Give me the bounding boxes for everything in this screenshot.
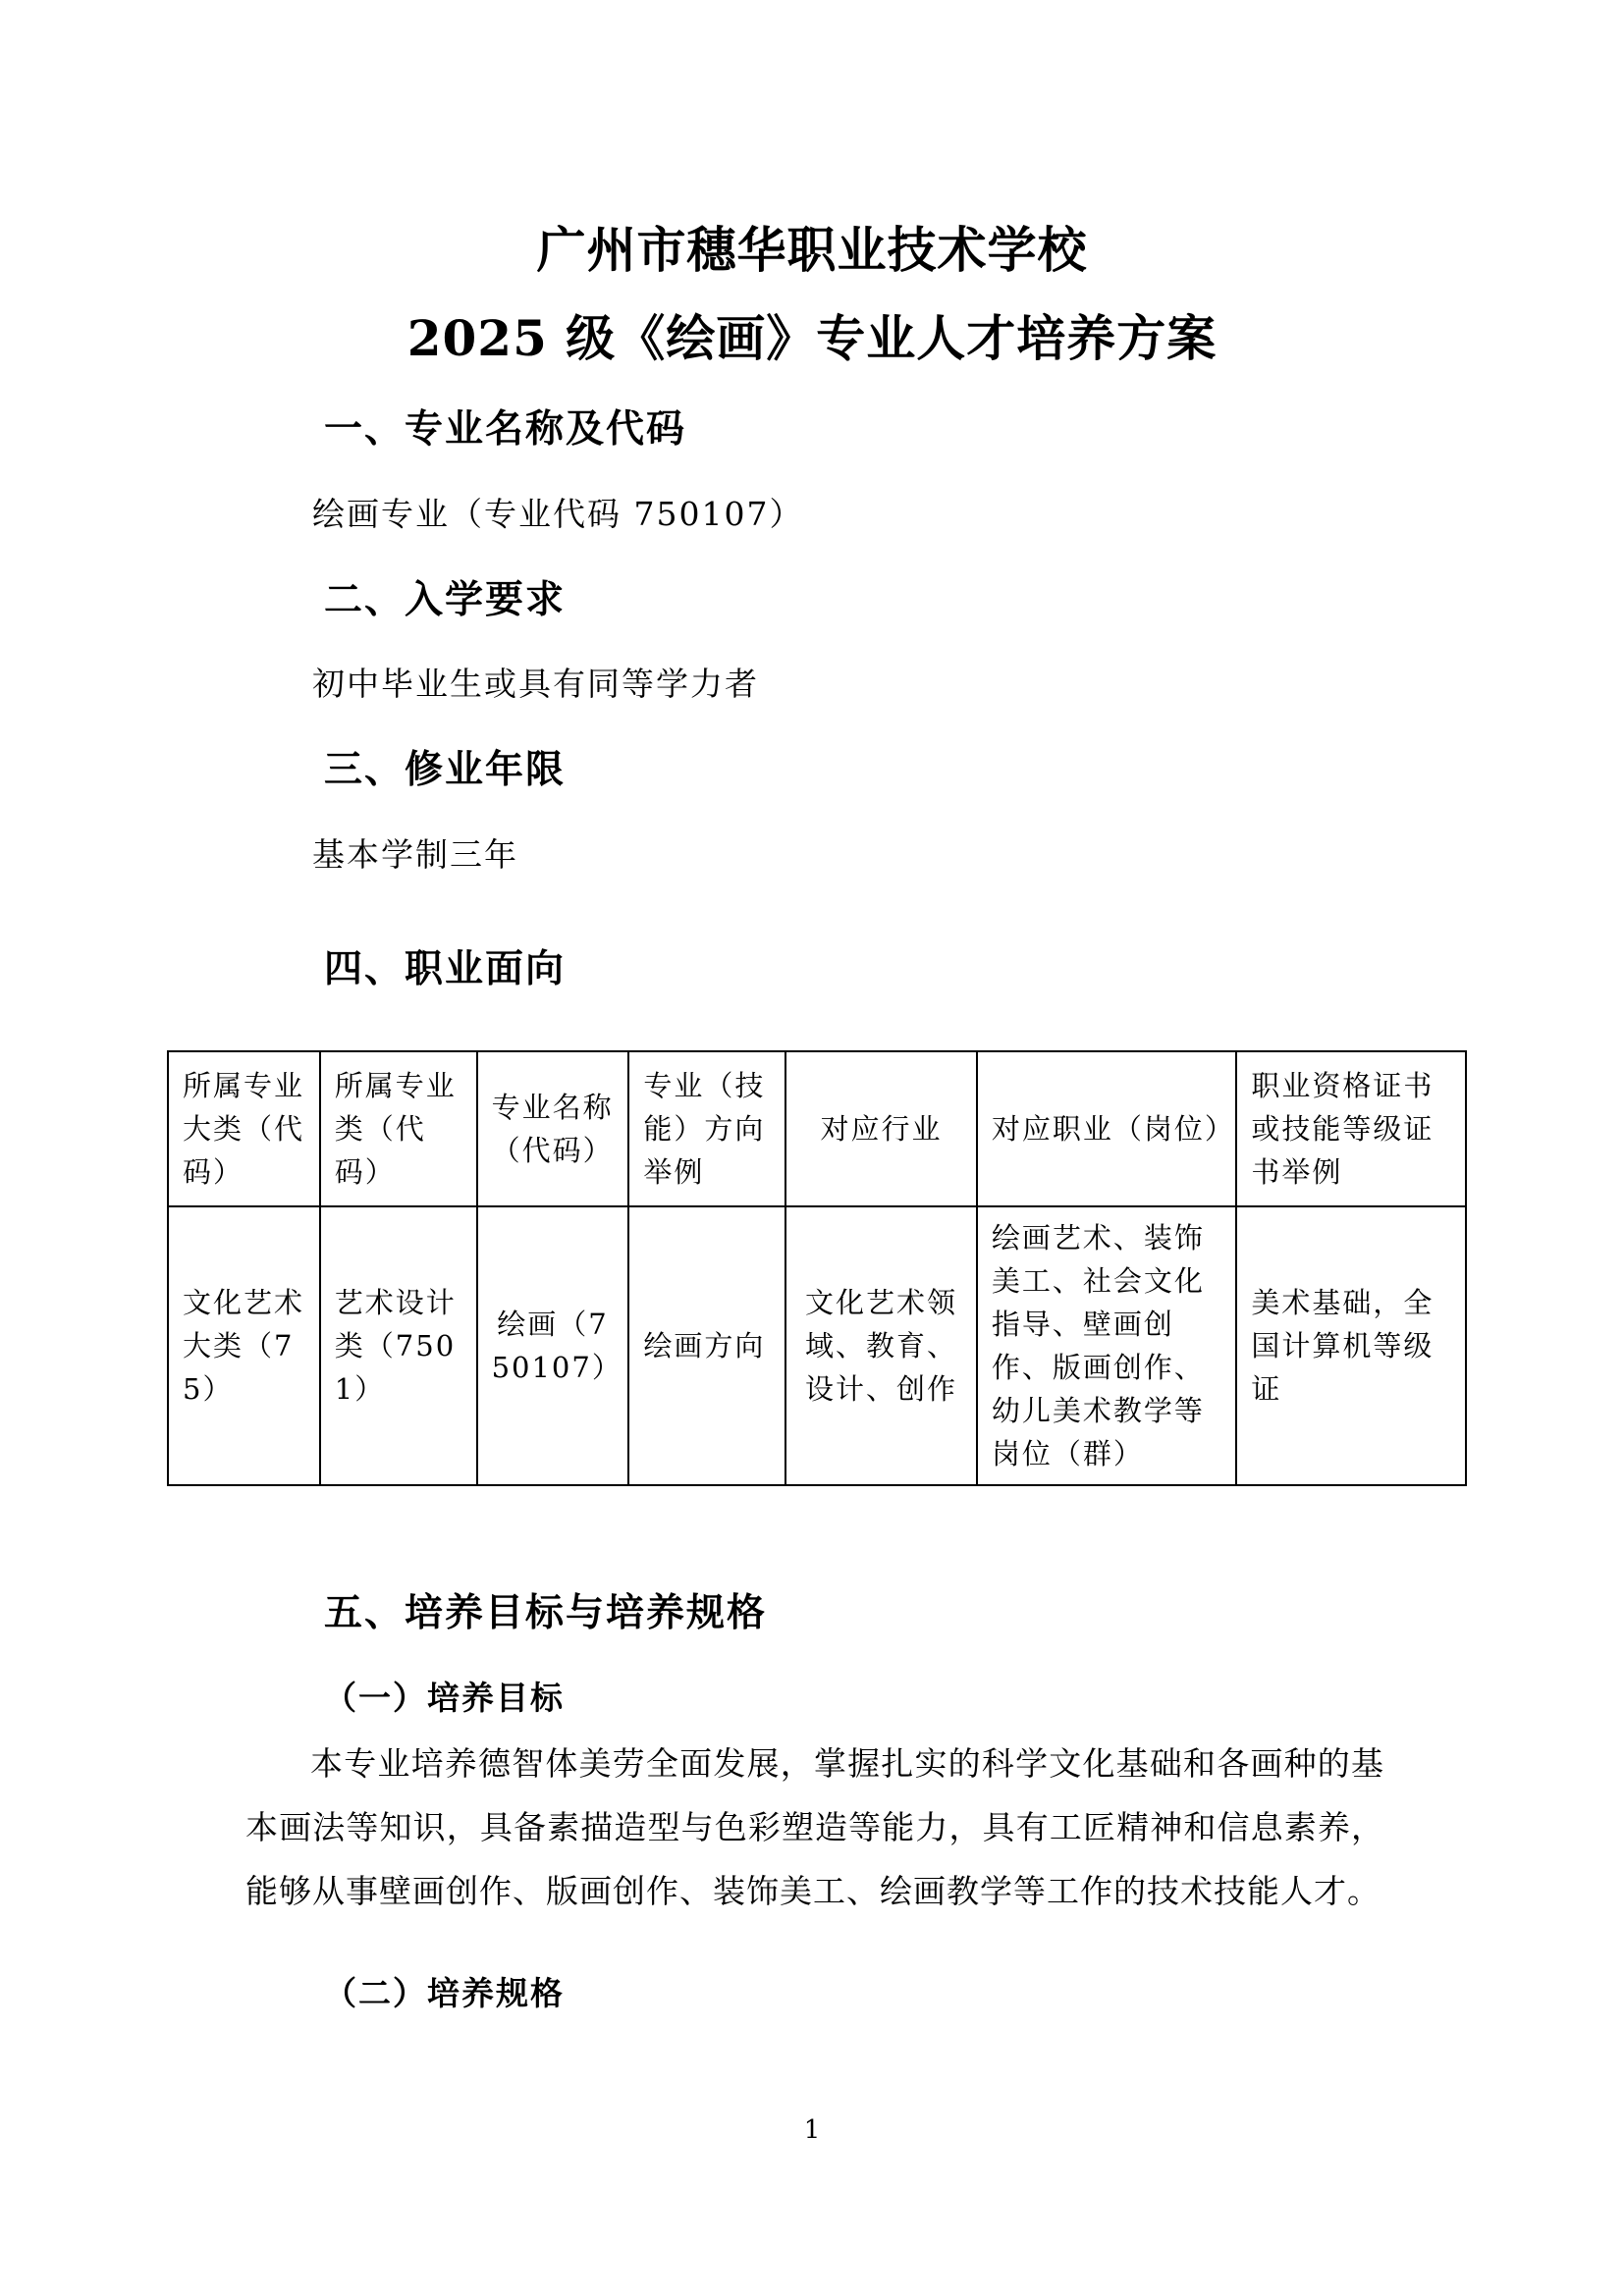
table-header-cell: 专业（技能）方向举例 — [628, 1051, 785, 1206]
page-number: 1 — [803, 2115, 821, 2145]
admission-text: 初中毕业生或具有同等学力者 — [312, 665, 759, 703]
table-row — [168, 1206, 1466, 1485]
table-cell: 绘画方向 — [628, 1206, 785, 1485]
table-header-cell: 职业资格证书或技能等级证书举例 — [1236, 1051, 1466, 1206]
table-cell: 美术基础，全国计算机等级证 — [1236, 1206, 1466, 1485]
duration-text: 基本学制三年 — [312, 835, 518, 874]
section-heading-career: 四、职业面向 — [324, 946, 567, 991]
section-heading-admission: 二、入学要求 — [324, 577, 567, 622]
table-cell: 文化艺术大类（75） — [168, 1206, 320, 1485]
table-header-row — [168, 1051, 1466, 1206]
table-header-cell: 对应行业 — [785, 1051, 977, 1206]
section-heading-goals: 五、培养目标与培养规格 — [324, 1590, 768, 1635]
table-header-cell: 所属专业类（代码） — [320, 1051, 477, 1206]
section-heading-major-name: 一、专业名称及代码 — [324, 406, 687, 452]
table-cell: 绘画（750107） — [477, 1206, 629, 1485]
document-title-line2: 2025 级《绘画》专业人才培养方案 — [406, 309, 1218, 367]
subsection-heading-spec: （二）培养规格 — [324, 1974, 565, 2012]
table-cell: 艺术设计类（7501） — [320, 1206, 477, 1485]
table-header-cell: 所属专业大类（代码） — [168, 1051, 320, 1206]
table-header-cell: 对应职业（岗位） — [977, 1051, 1237, 1206]
table-cell: 文化艺术领域、教育、设计、创作 — [785, 1206, 977, 1485]
goal-paragraph: 本专业培养德智体美劳全面发展，掌握扎实的科学文化基础和各画种的基本画法等知识，具备素描造型与色彩塑造等能力，具有工匠精神和信息素养，能够从事壁画创作、版画创作、装饰美工、绘画教学等工作的技术技能人才。 — [245, 1744, 1384, 1910]
table-cell: 绘画艺术、装饰美工、社会文化指导、壁画创作、版画创作、幼儿美术教学等岗位（群） — [977, 1206, 1237, 1485]
subsection-heading-goal: （一）培养目标 — [324, 1679, 565, 1717]
career-table — [167, 1050, 1467, 1486]
section-heading-duration: 三、修业年限 — [324, 747, 567, 792]
major-name-text: 绘画专业（专业代码 750107） — [312, 495, 804, 533]
table-header-cell: 专业名称（代码） — [477, 1051, 629, 1206]
document-title-line1: 广州市穗华职业技术学校 — [536, 221, 1088, 279]
